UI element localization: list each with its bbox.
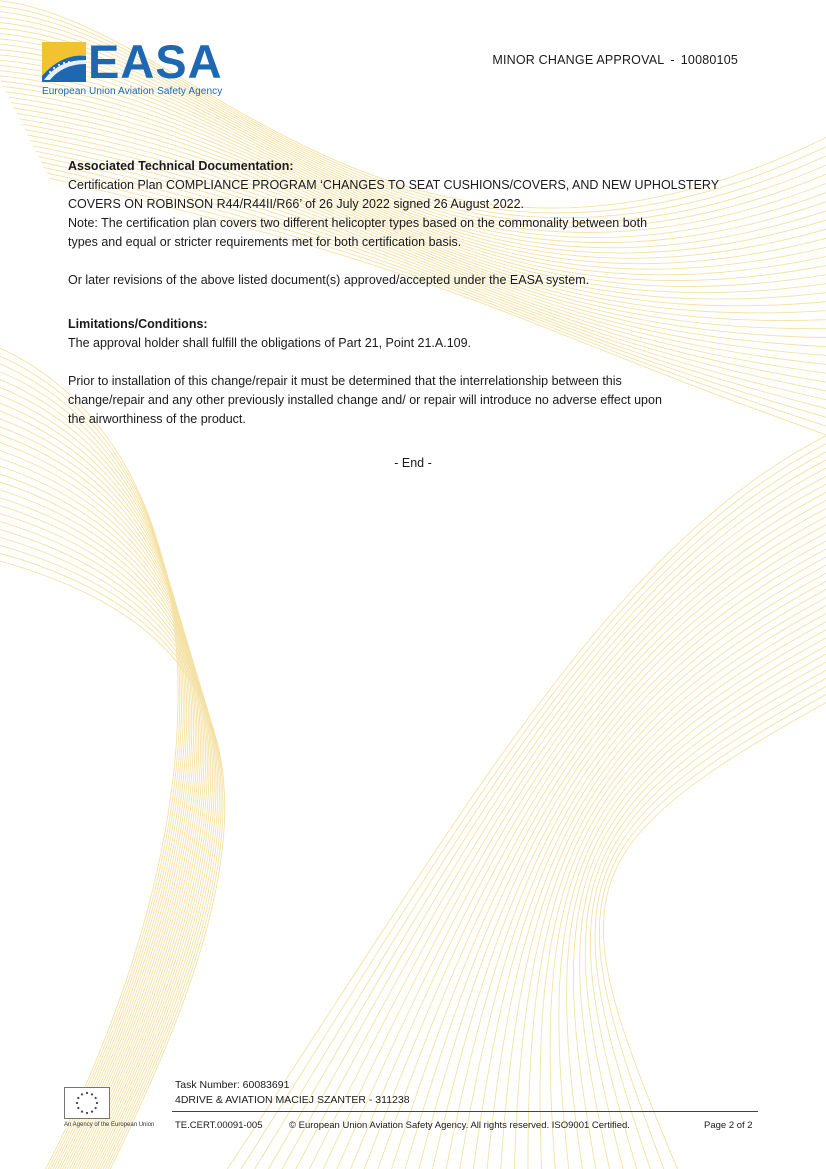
limitations-text: The approval holder shall fulfill the obligations of Part 21, Point 21.A.109. [68,336,472,350]
installation-note-line-2: change/repair and any other previously installed change and/ or repair will introduce no adverse effect upon [68,393,662,407]
form-code: TE.CERT.00091-005 [175,1120,263,1131]
approval-reference [492,53,738,67]
end-marker: - End - [394,456,432,470]
copyright-notice: © European Union Aviation Safety Agency. All rights reserved. ISO9001 Certified. [289,1120,630,1131]
later-revisions-text: Or later revisions of the above listed document(s) approved/accepted under the EASA system. [68,273,590,287]
technical-documentation-line-3: Note: The certification plan covers two different helicopter types based on the commonality between both [68,216,648,230]
technical-documentation-line-1: Certification Plan COMPLIANCE PROGRAM ‘CHANGES TO SEAT CUSHIONS/COVERS, AND NEW UPHOLSTERY [68,178,720,192]
technical-documentation-heading: Associated Technical Documentation: [68,159,294,173]
applicant-name: 4DRIVE & AVIATION MACIEJ SZANTER - 311238 [175,1094,410,1106]
technical-documentation-line-2: COVERS ON ROBINSON R44/R44II/R66’ of 26 July 2022 signed 26 August 2022. [68,197,525,211]
document-type: MINOR CHANGE APPROVAL [492,53,665,67]
reference-separator: - [670,53,675,67]
task-info [175,1078,410,1108]
easa-logo [42,35,223,100]
easa-wing-logo-icon [42,40,86,84]
installation-note-line-1: Prior to installation of this change/repair it must be determined that the interrelationship between this [68,374,622,388]
footer-divider [172,1111,758,1112]
eu-agency-caption: An Agency of the European Union [64,1122,155,1128]
approval-number: 10080105 [680,53,738,67]
easa-subtitle: European Union Aviation Safety Agency [42,86,223,97]
task-number: Task Number: 60083691 [175,1079,290,1091]
installation-note-line-3: the airworthiness of the product. [68,412,246,426]
easa-wordmark: EASA [88,35,223,88]
page-number: Page 2 of 2 [704,1120,753,1131]
document-body [68,157,758,473]
limitations-heading: Limitations/Conditions: [68,317,208,331]
technical-documentation-line-4: types and equal or stricter requirements met for both certification basis. [68,235,462,249]
eu-flag-icon [64,1087,110,1119]
